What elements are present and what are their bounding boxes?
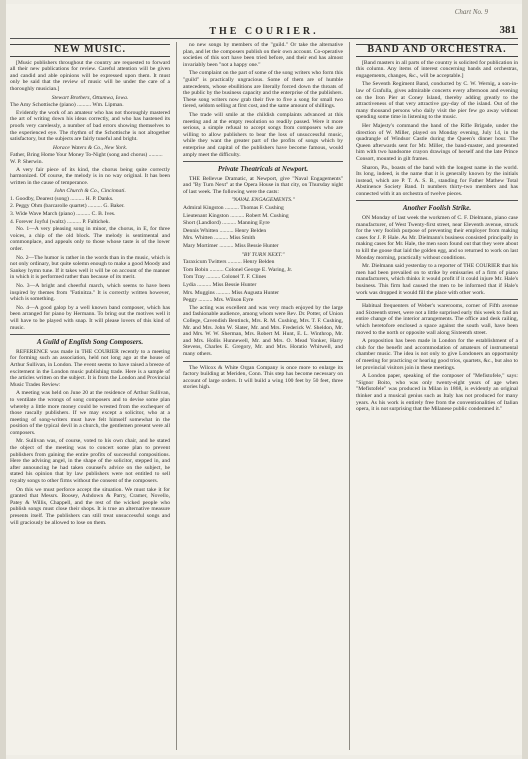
cast-line: Tom Bobin .......... Colonel George E. Waring, Jr. (183, 266, 293, 273)
section-rule (183, 361, 343, 362)
column-middle (183, 42, 343, 750)
article-paragraph: Her Majesty's command the band of the Rifle Brigade, under the direction of W. Miller, played on Monday evening, July 14, in the quadrangle of Windsor Castle during the Queen's dinner hour. The Queen afterwards sent for Mr. Miller, the band-master, and presented him with two handsome crayon drawings of herself and the late Prince Consort, mounted in gilt frames. (356, 122, 518, 162)
music-listing: 3. Wide Wave March (piano) .......... C. B. Ives. (10, 211, 116, 218)
review-paragraph: No. 3—A bright and cheerful march, which seems to have been inspired by themes from "Fatinitza." It is correctly written however, which is something. (10, 283, 170, 303)
cast-line: Mrs. Whitten .......... Miss Smith (183, 235, 256, 242)
article-paragraph: On this we must perforce accept the situation. We must take it for granted that Messrs. Boosey, Ashdown & Parry, Cramer, Novello, Patey & Willis, Chappell, and the rest of the wicked people who publish songs must close their shops. It is true an alternative measure presents itself. The publishers can still treat unsuccessful songs and will graciously be allowed to lose on them. (10, 486, 170, 526)
publisher-name: Horace Waters & Co., New York. (52, 144, 128, 151)
section-rule (356, 200, 518, 201)
article-paragraph: THE Bellevue Dramatic, at Newport, give "Naval Engagements" and "By Turn Next" at the Opera House in that city, on Thursday night of last week. The following were the casts: (183, 175, 343, 195)
cast-line: Admiral Kingston .......... Thomas F. Cushing (183, 205, 284, 212)
section-rule (10, 334, 170, 335)
column-band-and-orchestra (356, 42, 518, 750)
article-paragraph: The complaint on the part of some of the song writers who form this "guild" is practically ungracious. Some of them are of humble antecedents, whose ebullitions are literally forced down the throats of the public by the business capacity and the enterprise of the publishers. These song writers now grab their five to five a song for small two tiered, seldom selling at first cost, and the same amount of shillings. (183, 70, 343, 110)
section-rule (183, 161, 343, 162)
cast-line: Tom Tray .......... Colonel T. F. Clines (183, 274, 267, 281)
cast-line: Lieutenant Kingston .......... Robert M. Cushing (183, 212, 289, 219)
article-heading-foolish-strike: Another Foolish Strike. (402, 204, 472, 213)
section-intro: [Band masters in all parts of the country is solicited for publication in this column. Any items of interest concerning bands and orchestras, engagements, changes, &c., will be acceptable.] (356, 59, 518, 79)
article-paragraph: REFERENCE was made in THE COURIER recently to a meeting for forming such an association, held not long ago at the house of Arthur Sullivan, in London. The event seems to have raised a breeze of excitement in the London music publishing trade. Here is a sample of the articles written on the subject. It is from the London and Provincial Music Trades Review: (10, 348, 170, 388)
music-listing: 4. Forever Joyful (waltz) .......... P. Faltichek. (10, 218, 110, 225)
cast-line: Lydia .......... Miss Bessie Hunter (183, 282, 257, 288)
review-paragraph: No. 1—A very pleasing song in minor, the chorus, in E, for three voices, a chip of the old block. The melody is sentimental and commonplace, and appeals only to those whose taste is of the lower order. (10, 226, 170, 253)
article-paragraph: A London paper, speaking of the composer of "Mefistofele," says: "Signor Boito, who was only twenty-eight years of age when "Mefistofele" was produced in Milan in 1868, is evidently an original thinker and a musical genius such as Italy has not produced for many years. As his work is entirely free from the conventionalities of Italian opera, it is not surprising that the Milanese public condemned it." (356, 373, 518, 413)
article-paragraph: Mr. Dielmann said yesterday to a reporter of THE COURIER that his men had been prevailed on to strike by emissaries of a firm of piano manufacturers, which thinks it would profit if it could injure Mr. Hale's business. This firm had caused the men to be informed that if Hale's work was dropped it would fill the place with other work. (356, 263, 518, 296)
publisher-name: Stewart Brothers, Ottumwa, Iowa. (51, 94, 129, 101)
review-paragraph: No. 2—The humor is rather in the words than in the music, which is not only ordinary, but quite solemn enough to make a good Moody and Sankey hymn tune. If it takes well it will be on account of the manner in which it is performed rather than because of its merit. (10, 254, 170, 281)
section-heading-band-orchestra: BAND AND ORCHESTRA. (356, 44, 518, 57)
cast-title: "BY TURN NEXT." (241, 251, 285, 258)
column-divider (349, 42, 350, 750)
cast-line: Peggy .......... Mrs. Wilson Eyre (183, 297, 254, 304)
masthead (6, 4, 522, 38)
cast-line: Mary Mortimer .......... Miss Bessie Hunter (183, 243, 279, 250)
section-heading-new-music: NEW MUSIC. (10, 44, 170, 57)
article-paragraph: Habitual frequenters of Weber's warerooms, corner of Fifth avenue and Sixteenth street, were not a little surprised early this week to find an entire change of the interior arrangements. The office and desk railing, which heretofore enclosed a space against the south wall, have been moved to the north or opposite wall along Sixteenth street. (356, 303, 518, 336)
article-paragraph: Sharon, Pa., boasts of the band with the longest name in the world. Its long, indeed, is the name that it is generally known by the initials instead, which are P. T. A. S. B., standing for Father Mathew Total Abstinence Society Band. It numbers thirty-two members and has connected with it an orchestra of twelve pieces. (356, 164, 518, 197)
article-heading-song-composers: A Guild of English Song Composers. (36, 338, 144, 347)
publisher-name: John Church & Co., Cincinnati. (54, 188, 126, 195)
review-paragraph: Evidently the work of an amateur who has not thoroughly mastered the art of writing down his ideas correctly, and who has hastened its proofs very carelessly, a number of bad errors showing themselves to the experienced eye. The rhythm of the Schottische is not altogether satisfactory, but the subjects are fairly tuneful and bright. (10, 109, 170, 143)
newspaper-page (6, 4, 522, 755)
margin-note: Chart No. 9 (454, 8, 488, 16)
article-paragraph: The Seventh Regiment Band, conducted by C. W. Wernig, a son-in-law of Grafulla, gives admirable concerts every afternoon and evening on the Iron Pier at Coney Island, thereby adding greatly to the attractiveness of that very attractive gay-day of the island. Out of the many thousand persons who daily visit the pier few go away without spending some time in listening to the music. (356, 81, 518, 121)
article-paragraph: The trade will smile at the childish complaints advanced at this meeting and at the empty resolution so readily passed. Were it more serious, a simple refusal to accept songs from composers who are willing to allow publishers to bear the loss of unsuccessful music, while they want the greater part of the profits of songs which by enterprise and capital of the publishers have become famous, would amply meet the difficulty. (183, 111, 343, 158)
article-paragraph: The acting was excellent and was very much enjoyed by the large and fashionable audience, among whom were Rev. Dr. Potter, of Union College, Cavendish Bentinck, Mrs. R. M. Cushing, Mrs. T. F. Cushing, Mr. and Mrs. John W. Slater, Mr. and Mrs. Frederick W. Sheldon, Mr. and Mrs. W. W. Sherman, Mrs. Robert M. Hunt, E. L. Winthrop, Mr. and Mrs. Hollis Hunnewell, Mr. and Mrs. O. Mead Yonker, Harry Stevens, Charles E. Gregory, Mr. and Mrs. Horatio Whitwell, and many others. (183, 304, 343, 357)
article-paragraph: Mr. Sullivan was, of course, voted to his own chair, and he stated the object of the meeting was to concert some plan to prevent publishers from gaining the entire profits of successful compositions. Here the advising angel, in the shape of the solicitor, stepped in, and after announcing he had taken counsel's advice on the subject, he stated his opinion that by law publishers were not entitled to sell royalty songs to other firms without the consent of the composers. (10, 438, 170, 485)
cast-line: Taraxicum Twitters .......... Henry Belden (183, 259, 275, 266)
cast-line: Short (Landlord) .......... Manning Eyre (183, 220, 270, 227)
article-paragraph: A proposition has been made in London for the establishment of a club for the benefit and accommodation of amateurs of instrumental chamber music. The idea is not only to give Londoners an opportunity of meeting for practicing or hearing good trios, quartets, &c., but also to let provincial visitors join in these meetings. (356, 338, 518, 371)
article-heading-private-theatricals: Private Theatricals at Newport. (217, 165, 309, 174)
cast-line: Mrs. Muggins .......... Miss Augusta Hunter (183, 289, 280, 296)
music-listing: Father, Bring Home Your Money To-Night (song and chorus) .......... W. P. Sherwin. (10, 152, 163, 165)
column-divider (176, 42, 177, 750)
section-rule (356, 299, 518, 300)
article-paragraph: no new songs by members of the "guild." Or take the alternative plan, and let the composers publish on their own account. Co-operative societies of this sort have been tried before, and their end has almost invariably been "not a happy one." (183, 42, 343, 68)
page-number: 381 (499, 24, 516, 36)
music-listing: 2. Peggy Ohm (barcarolle quartet) .......... G. Baker. (10, 203, 125, 210)
review-paragraph: No. 4—A good galop by a well known band composer, which has been arranged for piano by Hermann. To bring out the motives well it will have to be played with snap. It will please lovers of this kind of music. (10, 304, 170, 331)
review-paragraph: A very fair piece of its kind, the chorus being quite correctly harmonized. Of course, the melody is in no way original. It has been written in the cause of temperance. (10, 166, 170, 186)
newspaper-title: THE COURIER. (209, 26, 319, 37)
masthead-rule (10, 38, 518, 39)
article-paragraph: ON Monday of last week the workmen of C. F. Dielmann, piano case manufacturer, of West Twenty-first street, near Eleventh avenue, struck for the very foolish purpose of preventing their employer from making cases for J. P. Hale. As Mr. Dielmann's business consisted principally in making cases for Mr. Hale, the men soon found out that they were about to kill the goose that laid the golden egg, and so returned to work on last Monday morning, practically without conditions. (356, 215, 518, 261)
column-new-music (10, 42, 170, 750)
cast-line: Dennis Whitten .......... Henry Belden (183, 227, 267, 234)
page-edge-right (522, 0, 528, 759)
article-paragraph: The Wilcox & White Organ Company is once more to enlarge its factory building at Meriden, Conn. This step has become necessary on account of large orders. It will build a wing 100 feet by 50 feet, three stories high. (183, 364, 343, 391)
music-listing: 1. Goodby, Dearest (song) .......... H. P. Danks. (10, 195, 114, 202)
music-listing: The Amy Schottische (piano) .......... Wm. Lipman. (10, 102, 124, 109)
section-intro: [Music publishers throughout the country are requested to forward all their new publications for review. Careful attention will be given and candid and able opinions will be expressed upon them. It must only be said that the review of music will be under the care of a thoroughly musician.] (10, 59, 170, 92)
cast-title: "NAVAL ENGAGEMENTS." (231, 197, 295, 204)
article-paragraph: A meeting was held on June 20 at the residence of Arthur Sullivan, to ventilate the wrongs of song composers and to devise some plan whereby a little more money could be wrested from the exchequer of those rascally publishers. If we may except a solicitor, who at a meeting of song-writers must have felt himself somewhat in the position of the typical devil in a church, the gentlemen present were all composers. (10, 390, 170, 436)
